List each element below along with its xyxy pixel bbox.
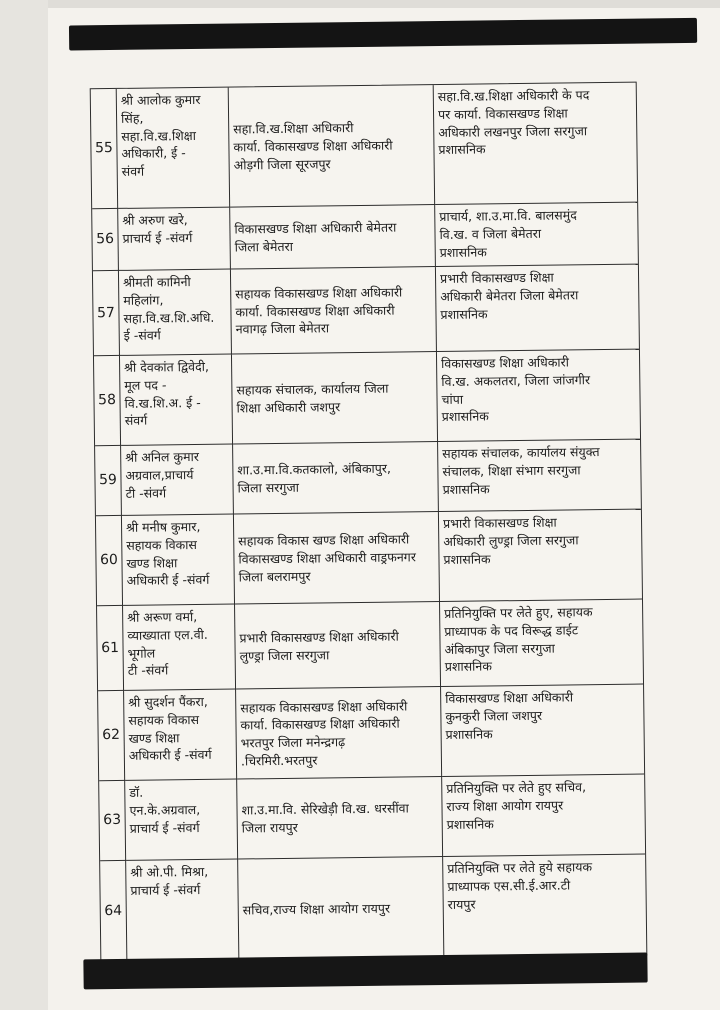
cell-name-designation: श्री ओ.पी. मिश्रा, प्राचार्य ई -संवर्ग [126, 860, 239, 961]
cell-serial: 63 [99, 781, 126, 861]
cell-name-designation: श्री अनिल कुमार अग्रवाल,प्राचार्य टी -संवर्ग [121, 445, 234, 516]
scan-artifact-bottom-bar [83, 953, 647, 990]
cell-serial: 55 [91, 89, 118, 209]
cell-current-posting: सहायक विकासखण्ड शिक्षा अधिकारी कार्या. विकासखण्ड शिक्षा अधिकारी नवागढ़ जिला बेमेतरा [231, 267, 437, 354]
cell-current-posting: सचिव,राज्य शिक्षा आयोग रायपुर [238, 857, 444, 959]
cell-serial: 56 [92, 209, 119, 271]
cell-name-designation: श्री सुदर्शन पैंकरा, सहायक विकास खण्ड शिक्षा अधिकारी ई -संवर्ग [124, 690, 237, 781]
cell-serial: 58 [94, 356, 121, 446]
cell-name-designation: श्री देवकांत द्विवेदी, मूल पद - वि.ख.शि.अ. ई - संवर्ग [120, 355, 233, 446]
cell-name-designation: श्री आलोक कुमार सिंह, सहा.वि.ख.शिक्षा अधिकारी, ई - संवर्ग [117, 88, 230, 209]
cell-new-posting: प्रभारी विकासखण्ड शिक्षा अधिकारी बेमेतरा जिला बेमेतरा प्रशासनिक [436, 265, 639, 352]
cell-current-posting: शा.उ.मा.वि.कतकालो, अंबिकापुर, जिला सरगुजा [233, 442, 439, 514]
cell-serial: 57 [93, 271, 120, 356]
cell-new-posting: प्रतिनियुक्ति पर लेते हुए, सहायक प्राध्यापक के पद विरूद्ध डाईट अंबिकापुर जिला सरगुजा प्रशासनिक [440, 600, 643, 687]
cell-new-posting: प्रतिनियुक्ति पर लेते हुए सचिव, राज्य शिक्षा आयोग रायपुर प्रशासनिक [442, 775, 645, 857]
scan-artifact-top-bar [69, 18, 697, 51]
cell-new-posting: सहायक संचालक, कार्यालय संयुक्त संचालक, शिक्षा संभाग सरगुजा प्रशासनिक [438, 440, 641, 512]
cell-current-posting: प्रभारी विकासखण्ड शिक्षा अधिकारी लुण्ड्रा जिला सरगुजा [235, 602, 441, 689]
cell-current-posting: सहायक विकास खण्ड शिक्षा अधिकारी विकासखण्ड शिक्षा अधिकारी वाड्रफनगर जिला बलरामपुर [234, 512, 440, 604]
cell-serial: 59 [95, 446, 122, 516]
cell-current-posting: शा.उ.मा.वि. सेरिखेड़ी वि.ख. धरसींवा जिला रायपुर [237, 777, 443, 859]
cell-new-posting: प्रभारी विकासखण्ड शिक्षा अधिकारी लुण्ड्रा जिला सरगुजा प्रशासनिक [439, 510, 642, 602]
cell-name-designation: श्रीमती कामिनी महिलांग, सहा.वि.ख.शि.अधि. ई -संवर्ग [119, 270, 232, 356]
cell-current-posting: सहा.वि.ख.शिक्षा अधिकारी कार्या. विकासखण्ड शिक्षा अधिकारी ओड़गी जिला सूरजपुर [229, 85, 435, 207]
cell-current-posting: सहायक संचालक, कार्यालय जिला शिक्षा अधिकारी जशपुर [232, 352, 438, 444]
cell-new-posting: विकासखण्ड शिक्षा अधिकारी कुनकुरी जिला जशपुर प्रशासनिक [441, 685, 644, 777]
cell-serial: 64 [100, 861, 127, 961]
cell-new-posting: सहा.वि.ख.शिक्षा अधिकारी के पद पर कार्या. विकासखण्ड शिक्षा अधिकारी लखनपुर जिला सरगुजा प्रशासनिक [434, 83, 637, 205]
cell-name-designation: श्री अरुण खरे, प्राचार्य ई -संवर्ग [118, 208, 231, 271]
cell-new-posting: प्राचार्य, शा.उ.मा.वि. बालसमुंद वि.ख. व जिला बेमेतरा प्रशासनिक [435, 203, 638, 267]
cell-name-designation: श्री मनीष कुमार, सहायक विकास खण्ड शिक्षा अधिकारी ई -संवर्ग [122, 515, 235, 606]
cell-name-designation: डॉ. एन.के.अग्रवाल, प्राचार्य ई -संवर्ग [125, 780, 238, 861]
cell-new-posting: विकासखण्ड शिक्षा अधिकारी वि.ख. अकलतरा, जिला जांजगीर चांपा प्रशासनिक [437, 350, 640, 442]
cell-serial: 62 [98, 691, 125, 781]
cell-current-posting: विकासखण्ड शिक्षा अधिकारी बेमेतरा जिला बेमेतरा [230, 205, 436, 269]
cell-new-posting: प्रतिनियुक्ति पर लेते हुये सहायक प्राध्यापक एस.सी.ई.आर.टी रायपुर [447, 859, 593, 912]
cell-current-posting: सहायक विकासखण्ड शिक्षा अधिकारी कार्या. विकासखण्ड शिक्षा अधिकारी भरतपुर जिला मनेन्द्रगढ़ .चिरमिरी.भरतपुर [236, 687, 442, 779]
cell-serial: 60 [96, 516, 123, 606]
cell-name-designation: श्री अरूण वर्मा, व्याख्याता एल.वी. भूगोल टी -संवर्ग [123, 605, 236, 691]
cell-serial: 61 [97, 606, 124, 691]
officers-transfer-table [90, 82, 648, 963]
